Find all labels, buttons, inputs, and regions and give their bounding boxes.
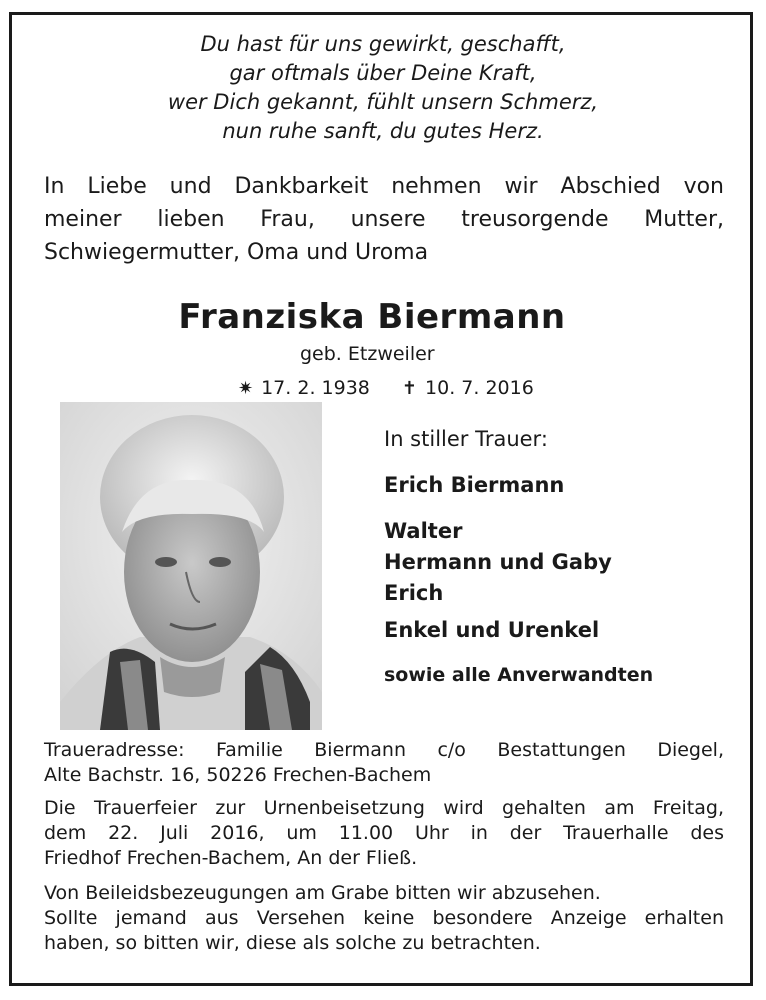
portrait-illustration [60, 402, 322, 730]
farewell-line: In Liebe und Dankbarkeit nehmen wir Abschied von [44, 174, 724, 199]
ceremony-line: Die Trauerfeier zur Urnenbeisetzung wird gehalten am Freitag, [44, 797, 724, 819]
address-block [44, 738, 724, 788]
ceremony-line: dem 22. Juli 2016, um 11.00 Uhr in der Trauerhalle des [44, 822, 724, 844]
death-cross-icon: ✝ [401, 378, 418, 399]
mourners-heading: In stiller Trauer: [384, 427, 548, 451]
portrait-photo [60, 402, 322, 730]
memorial-poem [0, 30, 766, 146]
poem-line: nun ruhe sanft, du gutes Herz. [222, 119, 544, 143]
mourner-name: sowie alle Anverwandten [384, 664, 654, 686]
mourner-name: Enkel und Urenkel [384, 618, 600, 642]
note-line: haben, so bitten wir, diese als solche zu betrachten. [44, 932, 541, 954]
life-dates [238, 377, 534, 399]
mourner-name: Walter [384, 519, 463, 543]
farewell-text [44, 170, 724, 269]
birth-date: 17. 2. 1938 [261, 377, 370, 399]
poem-line: wer Dich gekannt, fühlt unsern Schmerz, [167, 90, 599, 114]
note-line: Von Beileidsbezeugungen am Grabe bitten wir abzusehen. [44, 882, 601, 904]
birth-star-icon: ✷ [238, 378, 254, 399]
poem-line: gar oftmals über Deine Kraft, [229, 61, 537, 85]
farewell-line: meiner lieben Frau, unsere treusorgende Mutter, [44, 207, 724, 232]
ceremony-line: Friedhof Frechen-Bachem, An der Fließ. [44, 847, 418, 869]
address-line: Alte Bachstr. 16, 50226 Frechen-Bachem [44, 764, 432, 786]
notes-block [44, 881, 724, 956]
note-line: Sollte jemand aus Versehen keine besondere Anzeige erhalten [44, 907, 724, 929]
mourner-name: Erich [384, 581, 444, 605]
birth-name: geb. Etzweiler [300, 343, 435, 365]
address-line: Traueradresse: Familie Biermann c/o Bestattungen Diegel, [44, 739, 724, 761]
death-date: 10. 7. 2016 [425, 377, 534, 399]
farewell-line: Schwiegermutter, Oma und Uroma [44, 240, 429, 265]
ceremony-block [44, 796, 724, 871]
poem-line: Du hast für uns gewirkt, geschafft, [200, 32, 566, 56]
deceased-name: Franziska Biermann [178, 297, 566, 337]
mourner-name: Erich Biermann [384, 473, 565, 497]
mourner-name: Hermann und Gaby [384, 550, 612, 574]
